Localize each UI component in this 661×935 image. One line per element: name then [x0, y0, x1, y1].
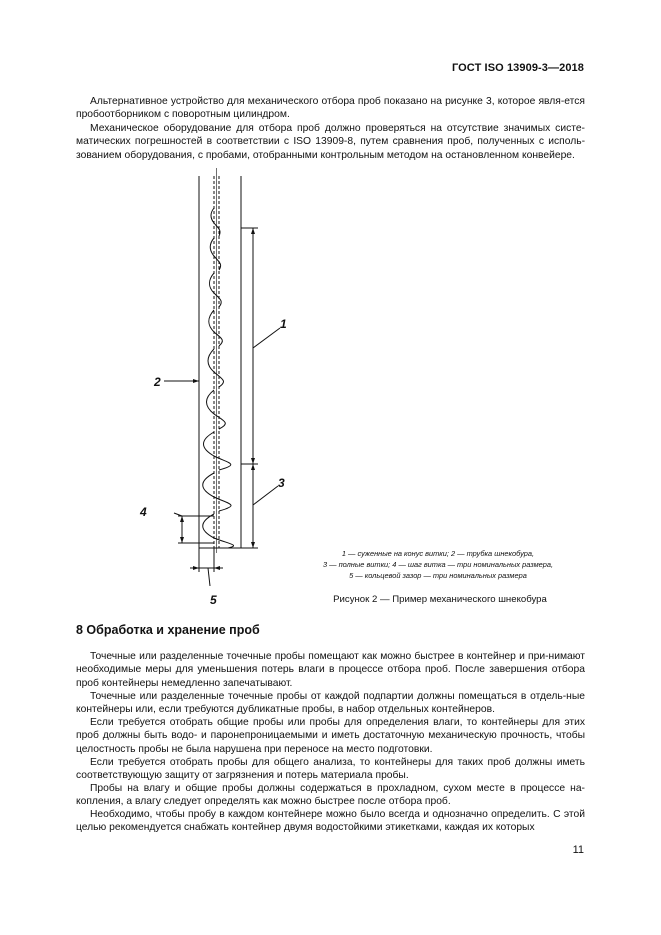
- legend-line-1: 1 — суженные на конус витки; 2 — трубка шнекобура,: [341, 549, 535, 558]
- section-title: 8 Обработка и хранение проб: [76, 623, 260, 637]
- dim4-arrow-top: [180, 516, 184, 522]
- section-paragraph-6-text: Необходимо, чтобы пробу в каждом контейнере можно было всегда и однозначно определить. С этой целью рекомендуется снабжать контейнер двумя водостойкими этикетками, каждая их которых: [76, 809, 585, 834]
- figure-legend: [298, 548, 578, 582]
- section-paragraph-4-text: Если требуется отобрать пробы для общего анализа, то контейнеры для таких проб должны иметь соответствующую защиту от загрязнения и потерь материала пробы.: [76, 757, 585, 782]
- section-paragraph-1: [76, 650, 585, 690]
- callout-4-label: 4: [140, 505, 147, 519]
- dim5-arrow-right: [214, 566, 220, 570]
- document-code: ГОСТ ISO 13909-3—2018: [451, 62, 584, 74]
- intro-paragraph-2: [76, 122, 585, 162]
- section-paragraph-4: [76, 756, 585, 783]
- legend-line-2: 3 — полные витки; 4 — шаг витка — три номинальных размера,: [322, 560, 554, 570]
- dim1-arrow-top: [251, 228, 255, 234]
- page-number: 11: [572, 844, 584, 856]
- flight-tapered-4: [209, 310, 223, 346]
- flight-tapered-6: [207, 390, 226, 429]
- flight-full-2: [203, 473, 231, 511]
- callout-1-label: 1: [280, 317, 287, 331]
- section-paragraph-1-text: Точечные или разделенные точечные пробы помещают как можно быстрее в контейнер и при-нимают необходимые меры для уменьшения потерь влаги в процессе отбора проб. После завершения отбора проб контейнеры немедленно запечатывают.: [76, 651, 585, 689]
- flight-tapered-5: [208, 349, 223, 387]
- flight-full-1: [204, 432, 231, 470]
- section-paragraph-5: [76, 782, 585, 809]
- section-paragraph-2: [76, 690, 585, 717]
- section-paragraph-5-text: Пробы на влагу и общие пробы должны содержаться в прохладном, сухом месте в процессе на-копления, а влагу следует определять как можно быстрее после отбора проб.: [76, 783, 585, 808]
- flight-tapered-3: [210, 273, 222, 307]
- intro-paragraph-2-text: Механическое оборудование для отбора проб должно проверяться на отсутствие значимых систе-матических погрешностей в соответствии с ISO 13909-8, путем сравнения проб, полученных с исполь-зованием оборудования, с пробами, отобранными контрольным методом на остановленном конвейере.: [76, 123, 585, 161]
- dim4-arrow-bottom: [180, 537, 184, 543]
- dim3-arrow-top: [251, 464, 255, 470]
- dim5-arrow-left: [193, 566, 199, 570]
- callout-3-label: 3: [278, 476, 285, 490]
- auger-figure: [130, 168, 290, 613]
- callout-5-leader: [208, 568, 210, 586]
- dim3-arrow-bottom: [251, 542, 255, 548]
- callout-5-label: 5: [210, 593, 217, 607]
- callout-2-label: 2: [154, 375, 161, 389]
- section-paragraph-3-text: Если требуется отобрать общие пробы или пробы для определения влаги, то контейнеры для этих проб должны быть водо- и паронепроницаемыми и иметь достаточную механическую прочность, чтобы целостность пробы не была нарушена при переносе на место подготовки.: [76, 717, 585, 755]
- intro-paragraph-1: [76, 95, 585, 122]
- dim1-arrow-bottom: [251, 458, 255, 464]
- section-paragraph-3: [76, 716, 585, 756]
- callout-1-leader: [253, 328, 280, 348]
- section-paragraph-2-text: Точечные или разделенные точечные пробы от каждой подпартии должны помещаться в отдель-ные контейнеры или, если требуются дубликатные пробы, в набор отдельных контейнеров.: [76, 691, 585, 716]
- callout-2-arrow: [193, 379, 199, 383]
- figure-caption: Рисунок 2 — Пример механического шнекобура: [333, 594, 547, 605]
- section-paragraph-6: [76, 808, 585, 835]
- intro-paragraph-1-text: Альтернативное устройство для механического отбора проб показано на рисунке 3, которое явля-ется пробоотборником с поворотным цилиндром.: [76, 96, 585, 121]
- legend-line-3: 5 — кольцевой зазор — три номинальных размера: [349, 571, 527, 581]
- callout-3-leader: [253, 486, 278, 505]
